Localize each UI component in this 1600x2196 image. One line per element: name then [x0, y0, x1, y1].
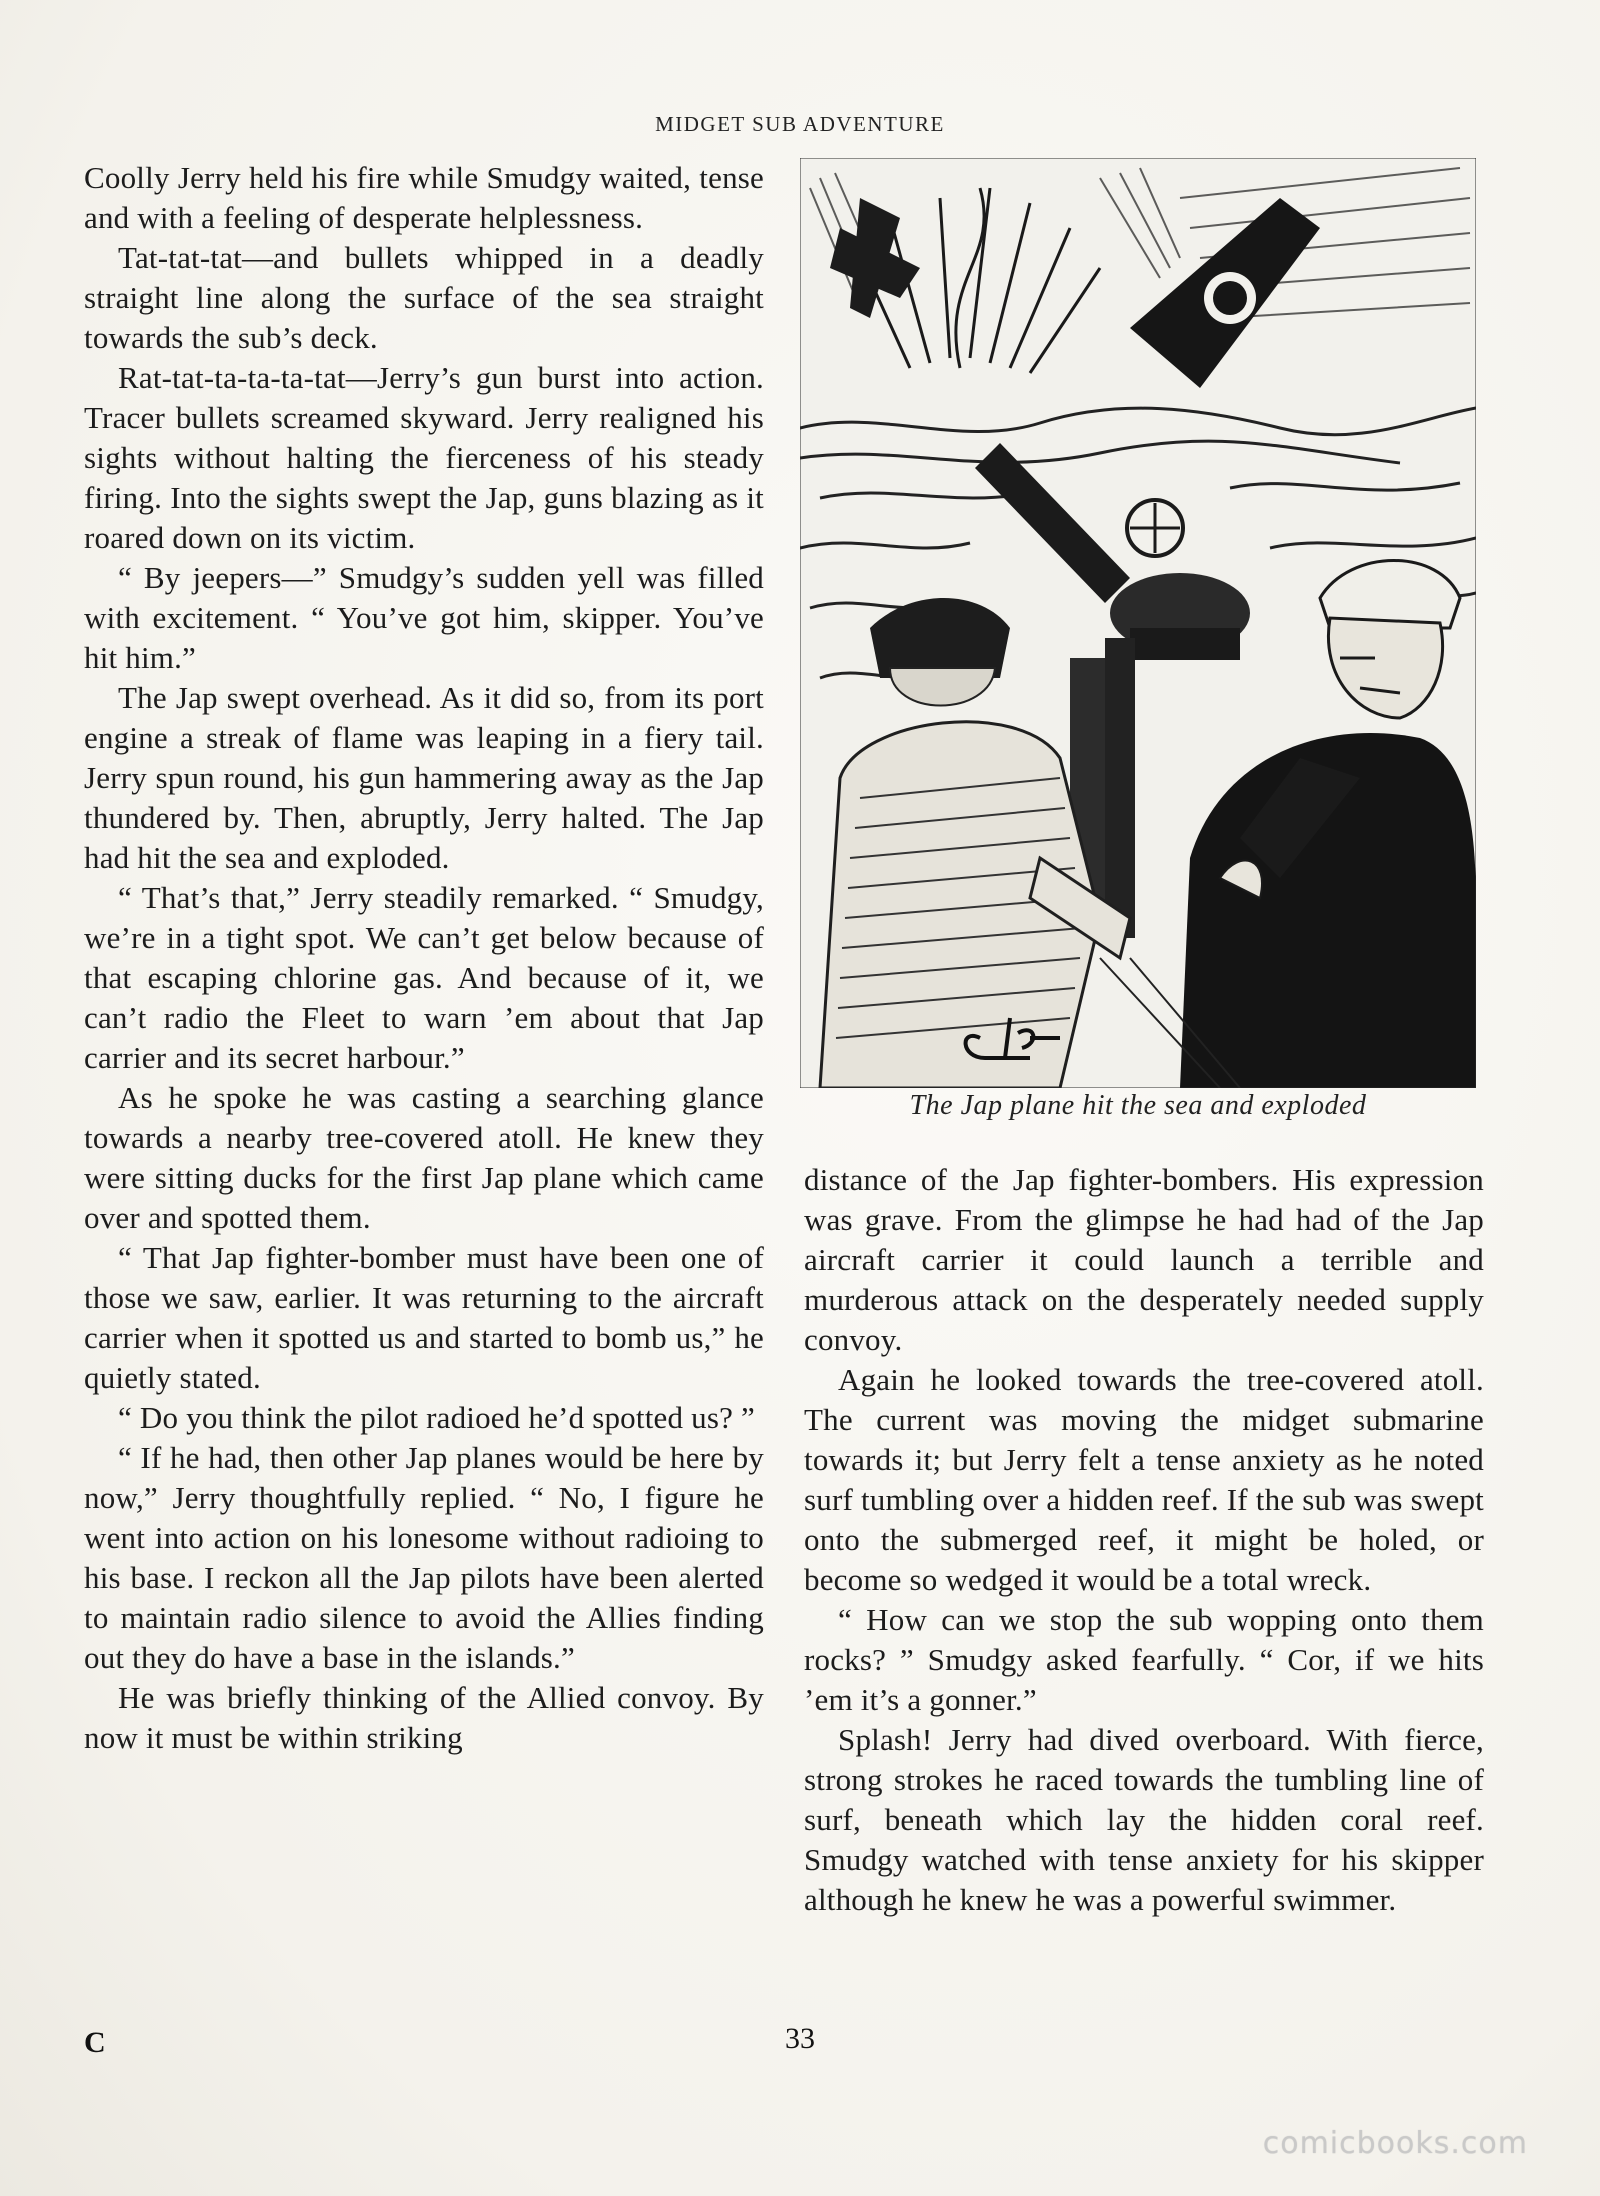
paragraph: Coolly Jerry held his fire while Smudgy waited, tense and with a feeling of desperate helplessness. — [84, 160, 764, 235]
signature-mark: C — [84, 2026, 106, 2059]
paragraph: As he spoke he was casting a searching glance towards a nearby tree-covered atoll. He knew they were sitting ducks for the first Jap plane which came over and spotted them. — [84, 1080, 764, 1235]
paragraph: “ Do you think the pilot radioed he’d spotted us? ” — [118, 1400, 755, 1435]
paragraph: Rat-tat-ta-ta-ta-tat—Jerry’s gun burst into action. Tracer bullets screamed skyward. Jerry realigned his sights without halting the fierceness of his steady firing. Into the sights swept the Jap, guns blazing as it roared down on its victim. — [84, 360, 764, 555]
paragraph: The Jap swept overhead. As it did so, from its port engine a streak of flame was leaping in a fiery tail. Jerry spun round, his gun hammering away as the Jap thundered by. Then, abruptly, Jerry halted. The Jap had hit the sea and exploded. — [84, 680, 764, 875]
paragraph: “ That Jap fighter-bomber must have been one of those we saw, earlier. It was returning to the aircraft carrier when it spotted us and started to bomb us,” he quietly stated. — [84, 1240, 764, 1395]
paragraph: Again he looked towards the tree-covered atoll. The current was moving the midget submarine towards it; but Jerry felt a tense anxiety as he noted surf tumbling over a hidden reef. If the sub was swept onto the submerged reef, it might be holed, or become so wedged it would be a total wreck. — [804, 1362, 1484, 1597]
paragraph: Splash! Jerry had dived overboard. With fierce, strong strokes he raced towards the tumbling line of surf, beneath which lay the hidden coral reef. Smudgy watched with tense anxiety for his skipper although he knew he was a powerful swimmer. — [804, 1722, 1484, 1917]
paragraph: distance of the Jap fighter-bombers. His expression was grave. From the glimpse he had had of the Jap aircraft carrier it could launch a terrible and murderous attack on the desperately needed supply convoy. — [804, 1162, 1484, 1357]
illustration-caption: The Jap plane hit the sea and exploded — [909, 1090, 1367, 1121]
running-title: MIDGET SUB ADVENTURE — [655, 112, 945, 136]
paragraph: “ If he had, then other Jap planes would be here by now,” Jerry thoughtfully replied. “ No, I figure he went into action on his lonesome without radioing to his base. I reckon all the Jap pilots have been alerted to maintain radio silence to avoid the Allies finding out they do have a base in the islands.” — [84, 1440, 764, 1675]
paragraph: Tat-tat-tat—and bullets whipped in a deadly straight line along the surface of the sea straight towards the sub’s deck. — [84, 240, 764, 355]
right-text-column — [804, 1160, 1484, 1920]
illustration-submarine-gunners — [800, 158, 1476, 1088]
page-number: 33 — [785, 2022, 815, 2055]
watermark: comicbooks.com — [1262, 2126, 1528, 2161]
paragraph: “ How can we stop the sub wopping onto them rocks? ” Smudgy asked fearfully. “ Cor, if we hits ’em it’s a gonner.” — [804, 1602, 1484, 1717]
paragraph: “ That’s that,” Jerry steadily remarked. “ Smudgy, we’re in a tight spot. We can’t get below because of that escaping chlorine gas. And because of it, we can’t radio the Fleet to warn ’em about that Jap carrier and its secret harbour.” — [84, 880, 764, 1075]
paragraph: He was briefly thinking of the Allied convoy. By now it must be within striking — [84, 1680, 764, 1755]
left-text-column — [84, 158, 764, 1758]
paragraph: “ By jeepers—” Smudgy’s sudden yell was filled with excitement. “ You’ve got him, skipper. You’ve hit him.” — [84, 560, 764, 675]
